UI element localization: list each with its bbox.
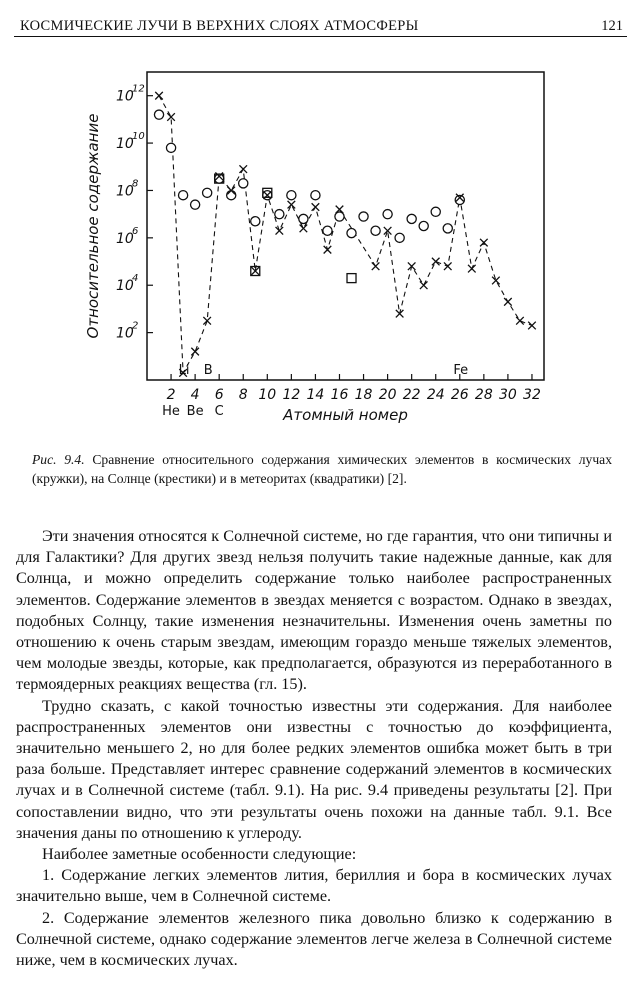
sun-point <box>408 262 416 270</box>
y-tick-label-exponent: 2 <box>132 320 139 332</box>
sun-point <box>492 277 500 285</box>
cosmic-ray-point <box>371 226 380 235</box>
sun-point <box>239 165 247 173</box>
element-label: Be <box>186 404 204 419</box>
y-tick-label-exponent: 8 <box>132 178 139 190</box>
x-tick-label: 28 <box>474 387 493 403</box>
cosmic-ray-point <box>239 179 248 188</box>
sun-point <box>203 317 211 325</box>
cosmic-ray-point <box>299 214 308 223</box>
paragraph: 1. Содержание легких элементов лития, бериллия и бора в космических лучах значительно выше, чем в Солнечной системе. <box>16 866 612 906</box>
x-tick-label: 2 <box>166 387 176 403</box>
cosmic-ray-point <box>311 191 320 200</box>
figure-caption-text: Сравнение относительного содержания химических элементов в космических лучах (кружки), на Солнце (крестики) и в метеоритах (квадратики) [2]. <box>32 452 612 486</box>
figure-caption <box>32 450 612 488</box>
y-tick-label-exponent: 12 <box>132 83 145 95</box>
y-tick-label-base: 10 <box>116 230 134 247</box>
cosmic-ray-point <box>347 229 356 238</box>
sun-point <box>288 201 296 209</box>
x-tick-label: 26 <box>450 387 469 403</box>
cosmic-ray-point <box>419 221 428 230</box>
x-tick-label: 10 <box>258 387 277 403</box>
x-tick-label: 16 <box>330 387 349 403</box>
x-tick-label: 8 <box>238 387 248 403</box>
cosmic-ray-point <box>275 210 284 219</box>
y-tick-label-exponent: 10 <box>132 131 145 143</box>
element-label: C <box>214 404 224 419</box>
cosmic-ray-point <box>166 143 175 152</box>
paragraph: Трудно сказать, с какой точностью известны эти содержания. Для наиболее распространенных элементов они известны с точностью до коэффициента, значительно меньшего 2, но для более редких элементов ошибка может быть в три раза больше. Представляет интерес сравнение содержаний элементов в космических лучах и в Солнечной системе (табл. 9.1). На рис. 9.4 приведены результаты [2]. При сопоставлении видно, что эти результаты очень похожи на данные табл. 9.1. Все значения даны по отношению к углероду. <box>16 696 612 842</box>
sun-point <box>155 92 163 100</box>
x-tick-label: 24 <box>426 387 445 403</box>
x-tick-label: 32 <box>523 387 541 403</box>
element-label: Fe <box>453 363 469 378</box>
y-axis-label: Относительное содержание <box>84 113 102 339</box>
cosmic-ray-point <box>203 188 212 197</box>
x-tick-label: 18 <box>354 387 373 403</box>
cosmic-ray-point <box>431 207 440 216</box>
y-tick-label-base: 10 <box>116 278 134 295</box>
paragraph: 2. Содержание элементов железного пика довольно близко к содержанию в Солнечной системе, однако содержание элементов легче железа в Солнечной системе ниже, чем в космических лучах. <box>16 908 612 970</box>
x-axis-label: Атомный номер <box>283 406 408 424</box>
element-label: B <box>203 363 213 378</box>
x-tick-label: 4 <box>190 387 200 403</box>
x-tick-label: 22 <box>402 387 421 403</box>
sun-point <box>516 317 524 325</box>
running-title: КОСМИЧЕСКИЕ ЛУЧИ В ВЕРХНИХ СЛОЯХ АТМОСФЕРЫ <box>20 18 419 34</box>
chart-labels <box>84 84 541 424</box>
x-tick-label: 14 <box>306 387 325 403</box>
cosmic-ray-point <box>323 226 332 235</box>
sun-point <box>300 225 308 233</box>
sun-point <box>312 203 320 211</box>
x-tick-label: 6 <box>214 387 224 403</box>
body-text <box>16 526 612 971</box>
figure-label: Рис. 9.4. <box>32 452 85 467</box>
sun-point <box>444 262 452 270</box>
y-tick-label-base: 10 <box>116 88 134 105</box>
cosmic-ray-point <box>383 210 392 219</box>
sun-dashed-line <box>159 96 532 373</box>
y-tick-label-base: 10 <box>116 136 134 153</box>
cosmic-ray-point <box>191 200 200 209</box>
element-label: He <box>162 404 180 419</box>
meteorite-point <box>347 274 356 283</box>
paragraph: Эти значения относятся к Солнечной системе, но где гарантия, что они типичны и для Галактики? Для других звезд нельзя получить такие надежные данные, как для Солнца, и можно определить содержание только наиболее распространенных элементов. Содержание элементов в звездах меняется с возрастом. Однако в звездах, подобных Солнцу, такие изменения незначительны. Изменения очень заметны по отношению к очень старым звездам, имеющим гораздо меньше тяжелых элементов, чем молодые звезды, которые, как предполагается, образуются из переработанного в термоядерных реакциях вещества (гл. 15). <box>16 527 612 694</box>
sun-point <box>420 281 428 289</box>
y-tick-label-exponent: 4 <box>132 273 139 285</box>
cosmic-ray-point <box>287 191 296 200</box>
sun-point <box>468 265 476 273</box>
cosmic-ray-point <box>154 110 163 119</box>
y-tick-label-base: 10 <box>116 325 134 342</box>
cosmic-ray-point <box>178 191 187 200</box>
element-label: Li <box>178 363 190 378</box>
sun-point <box>528 322 536 330</box>
chart-axes <box>147 72 544 380</box>
cosmic-ray-point <box>443 224 452 233</box>
paragraph: Наиболее заметные особенности следующие: <box>42 845 357 864</box>
cosmic-ray-point <box>407 214 416 223</box>
sun-point <box>480 239 488 247</box>
plot-frame <box>147 72 544 380</box>
page-number: 121 <box>601 18 623 34</box>
sun-point <box>396 310 404 318</box>
x-tick-label: 12 <box>282 387 301 403</box>
sun-point <box>276 227 284 235</box>
chart-marks <box>154 92 535 377</box>
x-tick-label: 20 <box>378 387 397 403</box>
sun-series-line <box>159 96 532 373</box>
cosmic-ray-point <box>227 191 236 200</box>
sun-point <box>432 258 440 266</box>
sun-point <box>372 262 380 270</box>
sun-point <box>504 298 512 306</box>
y-tick-label-exponent: 6 <box>132 225 139 237</box>
cosmic-ray-point <box>251 217 260 226</box>
x-tick-label: 30 <box>498 387 517 403</box>
cosmic-ray-point <box>359 212 368 221</box>
cosmic-ray-point <box>395 233 404 242</box>
sun-point <box>324 246 332 254</box>
sun-point <box>191 348 199 356</box>
y-tick-label-base: 10 <box>116 183 134 200</box>
abundance-chart <box>0 0 641 445</box>
